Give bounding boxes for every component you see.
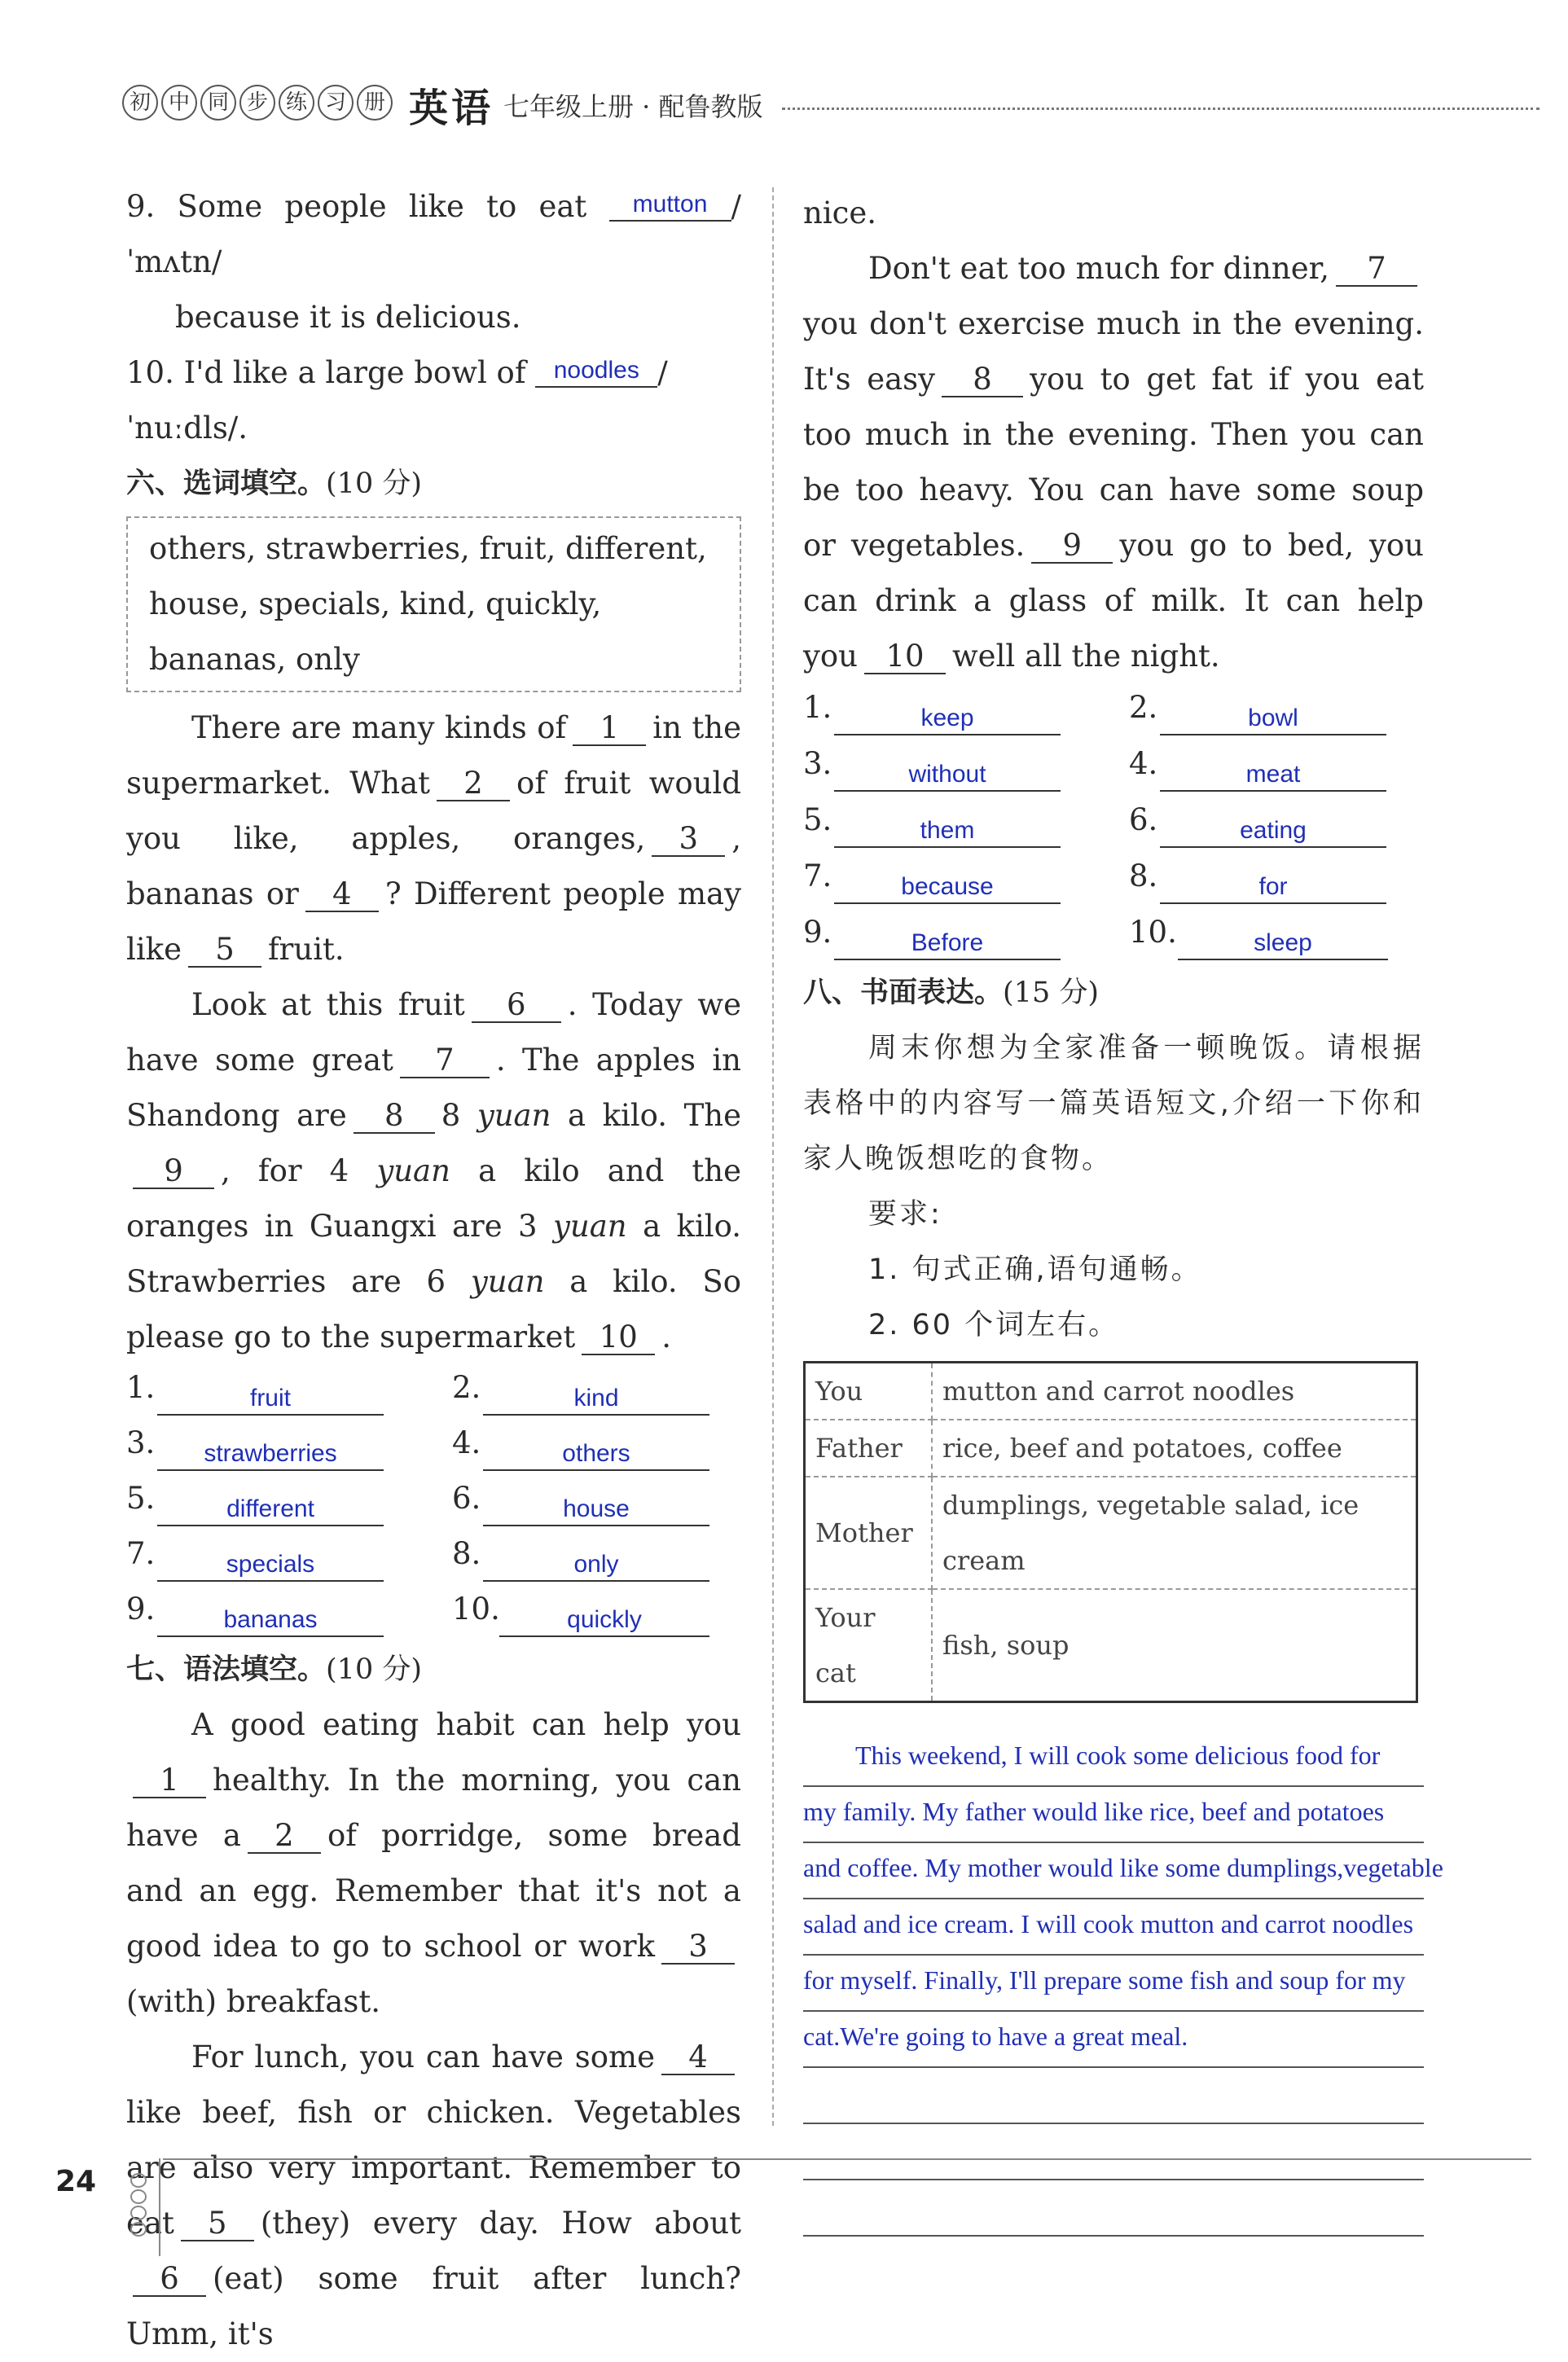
series-char: 练 xyxy=(279,85,314,121)
answer-row: 8. for xyxy=(1129,853,1424,909)
section-6-title: 六、选词填空。(10 分) xyxy=(126,468,422,500)
answer-row: 10. sleep xyxy=(1129,909,1424,965)
essay-line: This weekend, I will cook some delicious food for xyxy=(803,1731,1424,1787)
requirements-title: 要求: xyxy=(868,1198,942,1231)
series-char: 习 xyxy=(318,85,354,121)
column-divider xyxy=(772,187,774,2126)
left-column xyxy=(126,179,741,2362)
page-number: 24 xyxy=(55,2165,97,2198)
series-title xyxy=(122,85,393,121)
answer-row: 5. them xyxy=(803,797,1129,853)
answer-row: 8. only xyxy=(452,1531,741,1587)
answer-row: 10. quickly xyxy=(452,1587,741,1642)
food-preference-table xyxy=(803,1361,1418,1703)
header-dotted-rule xyxy=(782,108,1539,110)
grade-edition: 七年级上册 · 配鲁教版 xyxy=(503,91,763,122)
section-8-title: 八、书面表达。(15 分) xyxy=(803,977,1099,1009)
section-6-answers xyxy=(126,1365,741,1642)
table-row: You mutton and carrot noodles xyxy=(805,1363,1417,1420)
footer-vertical-rule xyxy=(159,2158,160,2256)
answer-row: 3. without xyxy=(803,740,1129,797)
answer-noodles: noodles xyxy=(535,355,657,388)
answer-row: 7. because xyxy=(803,853,1129,909)
answer-row: 3. strawberries xyxy=(126,1420,452,1476)
answer-row: 9. Before xyxy=(803,909,1129,965)
answer-row: 1. fruit xyxy=(126,1365,452,1420)
passage-2-para-3: Don't eat too much for dinner, 7you don't exercise much in the evening. It's easy 8 you to get fat if you eat too much in the evening. Then you can be too heavy. You can have some soup or vegetables. 9 you go to bed, you can drink a glass of milk. It can help you 10 well all the night. xyxy=(803,251,1424,674)
essay-line: salad and ice cream. I will cook mutton and carrot noodles xyxy=(803,1899,1424,1956)
answer-mutton: mutton xyxy=(609,189,731,222)
writing-prompt: 周末你想为全家准备一顿晚饭。请根据表格中的内容写一篇英语短文,介绍一下你和家人晚饭想吃的食物。 xyxy=(803,1032,1424,1175)
essay-line: my family. My father would like rice, beef and potatoes xyxy=(803,1787,1424,1843)
binding-holes-icon xyxy=(130,2173,147,2237)
passage-2-para-2: For lunch, you can have some 4like beef, fish or chicken. Vegetables are also very important. Remember to eat 5 (they) every day. How about6 (eat) some fruit after lunch? Umm, it's xyxy=(126,2039,741,2351)
table-row: Your cat fish, soup xyxy=(805,1589,1417,1702)
answer-row: 6. house xyxy=(452,1476,741,1531)
answer-row: 9. bananas xyxy=(126,1587,452,1642)
series-char: 初 xyxy=(122,85,158,121)
word-bank: others, strawberries, fruit, different, house, specials, kind, quickly, bananas, only xyxy=(126,516,741,692)
requirement-1: 1. 句式正确,语句通畅。 xyxy=(868,1253,1202,1286)
essay-line: and coffee. My mother would like some dumplings,vegetable xyxy=(803,1843,1424,1899)
series-char: 中 xyxy=(161,85,197,121)
page-footer xyxy=(24,2158,1539,2256)
passage-1-para-1: There are many kinds of 1 in the supermarket. What 2 of fruit would you like, apples, oranges, 3 , bananas or 4 ? Different people may like 5 fruit. xyxy=(126,710,742,967)
series-char: 册 xyxy=(357,85,393,121)
essay-line xyxy=(803,2068,1424,2124)
essay-line: cat.We're going to have a great meal. xyxy=(803,2012,1424,2068)
answer-row: 7. specials xyxy=(126,1531,452,1587)
question-9: 9. Some people like to eat mutton /ˈmʌtn/ xyxy=(126,189,741,279)
series-char: 同 xyxy=(200,85,236,121)
section-7-answers xyxy=(803,684,1424,965)
passage-2-para-1: A good eating habit can help you1 healthy. In the morning, you can have a 2 of porridge, some bread and an egg. Remember that it's not a good idea to go to school or work 3(with) breakfast. xyxy=(126,1707,741,2019)
answer-row: 4. meat xyxy=(1129,740,1424,797)
passage-1-para-2: Look at this fruit 6 . Today we have some great 7 . The apples in Shandong are 8 8 yuan a kilo. The9 , for 4 yuan a kilo and the oranges in Guangxi are 3 yuan a kilo. Strawberries are 6 yuan a kilo. So please go to the supermarket 10 . xyxy=(126,987,742,1354)
right-column xyxy=(803,186,1443,2237)
page-header xyxy=(122,81,1539,131)
requirement-2: 2. 60 个词左右。 xyxy=(868,1309,1120,1341)
section-7-title: 七、语法填空。(10 分) xyxy=(126,1653,422,1686)
footer-rule xyxy=(163,2158,1531,2160)
table-row: Mother dumplings, vegetable salad, ice cream xyxy=(805,1477,1417,1589)
answer-row: 2. bowl xyxy=(1129,684,1424,740)
table-row: Father rice, beef and potatoes, coffee xyxy=(805,1420,1417,1477)
question-9-cont: because it is delicious. xyxy=(175,300,521,335)
answer-row: 4. others xyxy=(452,1420,741,1476)
answer-row: 1. keep xyxy=(803,684,1129,740)
answer-row: 6. eating xyxy=(1129,797,1424,853)
answer-row: 5. different xyxy=(126,1476,452,1531)
passage-2-continued: nice. xyxy=(803,195,877,230)
question-10: 10. I'd like a large bowl of noodles /ˈnuːdls/. xyxy=(126,355,668,446)
subject-title: 英语 xyxy=(409,86,494,131)
essay-line: for myself. Finally, I'll prepare some fish and soup for my xyxy=(803,1956,1424,2012)
series-char: 步 xyxy=(239,85,275,121)
answer-row: 2. kind xyxy=(452,1365,741,1420)
